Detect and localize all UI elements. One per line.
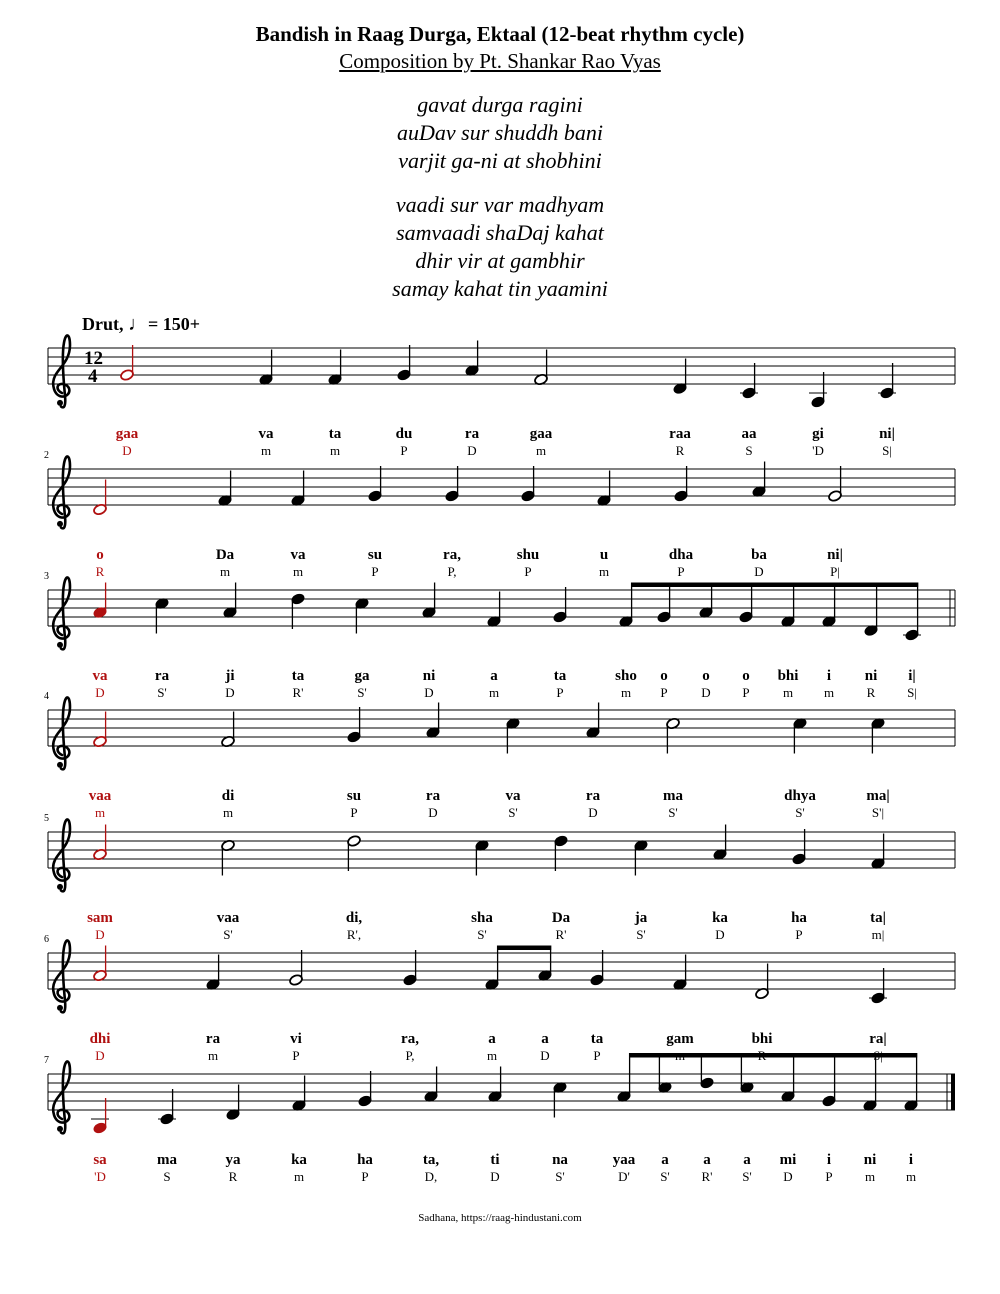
swara-label: D <box>783 1169 793 1184</box>
lyric-line: varjit ga-ni at shobhini <box>398 148 602 173</box>
lyric-syllable: ma <box>663 788 683 804</box>
swara-label: S| <box>907 685 917 700</box>
lyric-syllable: i| <box>908 668 916 684</box>
swara-label: D <box>225 685 235 700</box>
swara-label: R <box>228 1169 238 1184</box>
lyric-syllable: va <box>290 547 306 563</box>
lyric-syllable: vaa <box>88 788 112 804</box>
lyric-syllable: ra <box>154 668 170 684</box>
lyric-syllable: ni| <box>827 547 843 563</box>
swara-label: D <box>424 685 434 700</box>
swara-label: S <box>163 1169 171 1184</box>
lyric-syllable: su <box>367 547 383 563</box>
swara-label: D <box>428 805 438 820</box>
lyric-syllable: yaa <box>612 1152 636 1168</box>
lyric-syllable: ta <box>328 426 342 442</box>
lyric-syllable: shu <box>516 547 540 563</box>
swara-label: m <box>293 1169 305 1184</box>
swara-label: P <box>795 927 803 942</box>
swara-label: S <box>745 443 753 458</box>
footer-credit: Sadhana, https://raag-hindustani.com <box>418 1212 582 1224</box>
swara-label: m <box>207 1048 219 1063</box>
swara-label: D <box>122 443 132 458</box>
lyric-syllable: ka <box>712 910 728 926</box>
swara-label: m <box>488 685 500 700</box>
lyric-syllable: du <box>395 426 413 442</box>
lyric-syllable: vaa <box>216 910 240 926</box>
swara-label: 'D <box>94 1169 106 1184</box>
swara-label: D <box>467 443 477 458</box>
swara-label: S' <box>795 805 805 820</box>
swara-label: m <box>292 564 304 579</box>
lyric-syllable: u <box>599 547 609 563</box>
lyric-syllable: o <box>742 668 750 684</box>
lyric-line: gavat durga ragini <box>417 92 583 117</box>
lyric-syllable: ra, <box>401 1031 419 1047</box>
lyric-syllable: raa <box>669 426 691 442</box>
swara-label: P, <box>447 564 457 579</box>
swara-label: P <box>400 443 408 458</box>
lyric-syllable: o <box>702 668 710 684</box>
swara-label: S| <box>882 443 892 458</box>
swara-label: S' <box>555 1169 565 1184</box>
system-number: 3 <box>44 571 49 582</box>
swara-label: D <box>490 1169 500 1184</box>
swara-label: P, <box>405 1048 415 1063</box>
lyric-syllable: vi <box>290 1031 302 1047</box>
lyric-syllable: a <box>490 668 498 684</box>
lyric-syllable: ha <box>357 1152 373 1168</box>
swara-label: P <box>371 564 379 579</box>
swara-label: S' <box>660 1169 670 1184</box>
swara-label: P <box>742 685 750 700</box>
lyric-syllable: o <box>96 547 104 563</box>
system-number: 4 <box>44 691 49 702</box>
lyric-line: samay kahat tin yaamini <box>392 276 608 301</box>
time-signature-top: 12 <box>84 348 103 369</box>
lyric-syllable: a <box>661 1152 669 1168</box>
beam <box>497 946 551 951</box>
treble-clef-icon <box>53 697 70 769</box>
swara-label: S' <box>668 805 678 820</box>
lyric-syllable: gam <box>666 1031 694 1047</box>
composer-credit-text: Composition by Pt. Shankar Rao Vyas <box>339 49 661 73</box>
swara-label: R' <box>292 685 304 700</box>
system-number: 2 <box>44 450 49 461</box>
swara-label: P| <box>830 564 840 579</box>
lyric-syllable: di <box>221 788 235 804</box>
lyric-syllable: dha <box>668 547 694 563</box>
lyric-syllable: ta <box>553 668 567 684</box>
swara-label: R', <box>346 927 362 942</box>
lyric-syllable: sam <box>87 910 113 926</box>
lyric-syllable: ba <box>751 547 767 563</box>
swara-label: D <box>588 805 598 820</box>
swara-label: m <box>782 685 794 700</box>
lyric-syllable: a <box>703 1152 711 1168</box>
swara-label: D <box>701 685 711 700</box>
swara-label: P <box>292 1048 300 1063</box>
treble-clef-icon <box>57 1005 63 1011</box>
time-signature-bottom: 4 <box>88 366 98 387</box>
lyric-syllable: ma| <box>866 788 890 804</box>
swara-label: m <box>620 685 632 700</box>
swara-label: P <box>593 1048 601 1063</box>
lyric-syllable: a <box>541 1031 549 1047</box>
lyric-line: dhir vir at gambhir <box>415 248 585 273</box>
lyric-syllable: gaa <box>115 426 139 442</box>
swara-label: D <box>754 564 764 579</box>
treble-clef-icon <box>53 577 70 649</box>
treble-clef-icon <box>53 1061 70 1133</box>
swara-label: 'D <box>812 443 824 458</box>
lyric-syllable: ti <box>490 1152 500 1168</box>
lyric-syllable: sha <box>471 910 493 926</box>
lyric-syllable: ta, <box>422 1152 440 1168</box>
lyric-syllable: bhi <box>751 1031 773 1047</box>
swara-label: P <box>524 564 532 579</box>
swara-label: m <box>219 564 231 579</box>
lyric-syllable: ra <box>585 788 601 804</box>
treble-clef-icon <box>57 1126 63 1132</box>
lyric-syllable: Da <box>215 547 235 563</box>
lyric-syllable: ta <box>291 668 305 684</box>
lyric-syllable: a <box>743 1152 751 1168</box>
lyric-syllable: ga <box>354 668 370 684</box>
lyric-syllable: Da <box>551 910 571 926</box>
tempo-label: Drut, <box>82 314 124 334</box>
beam <box>629 1053 917 1058</box>
treble-clef-icon <box>57 521 63 527</box>
swara-label: m <box>222 805 234 820</box>
treble-clef-icon <box>57 762 63 768</box>
lyric-syllable: ra| <box>869 1031 887 1047</box>
lyric-syllable: dhi <box>89 1031 111 1047</box>
treble-clef-icon <box>53 819 70 891</box>
lyric-syllable: ta <box>590 1031 604 1047</box>
swara-label: D <box>715 927 725 942</box>
swara-label: S' <box>477 927 487 942</box>
swara-label: m <box>486 1048 498 1063</box>
lyric-syllable: i <box>826 1152 832 1168</box>
swara-label: P <box>350 805 358 820</box>
swara-label: m| <box>871 927 885 942</box>
swara-label: D, <box>424 1169 438 1184</box>
treble-clef-icon <box>57 400 63 406</box>
swara-label: S' <box>636 927 646 942</box>
lyric-syllable: mi <box>779 1152 797 1168</box>
lyric-syllable: ni <box>863 1152 877 1168</box>
swara-label: R <box>866 685 876 700</box>
quarter-note-icon: ♩ <box>128 313 148 335</box>
swara-label: m <box>864 1169 876 1184</box>
swara-label: D' <box>618 1169 630 1184</box>
lyric-syllable: ka <box>291 1152 307 1168</box>
lyric-syllable: va <box>258 426 274 442</box>
lyric-syllable: ra <box>425 788 441 804</box>
system-number: 6 <box>44 934 49 945</box>
lyric-syllable: dhya <box>784 788 816 804</box>
beam <box>631 583 918 588</box>
swara-label: P <box>825 1169 833 1184</box>
swara-label: S'| <box>871 805 885 820</box>
swara-label: P <box>361 1169 369 1184</box>
lyric-syllable: i <box>908 1152 914 1168</box>
lyric-syllable: aa <box>741 426 757 442</box>
lyric-line: vaadi sur var madhyam <box>395 192 605 217</box>
lyric-syllable: o <box>660 668 668 684</box>
lyric-syllable: bhi <box>777 668 799 684</box>
lyric-syllable: sa <box>93 1152 107 1168</box>
lyric-syllable: ni| <box>879 426 895 442</box>
page-title: Bandish in Raag Durga, Ektaal (12-beat rhythm cycle) <box>255 22 745 46</box>
swara-label: m <box>823 685 835 700</box>
treble-clef-icon <box>53 940 70 1012</box>
lyric-line: samvaadi shaDaj kahat <box>396 220 604 245</box>
swara-label: R' <box>555 927 567 942</box>
lyric-syllable: ji <box>225 668 235 684</box>
lyric-syllable: sho <box>615 668 637 684</box>
lyric-syllable: ra <box>464 426 480 442</box>
lyric-syllable: ha <box>791 910 807 926</box>
lyric-syllable: ma <box>157 1152 177 1168</box>
lyric-syllable: na <box>552 1152 568 1168</box>
treble-clef-icon <box>57 642 63 648</box>
system-number: 7 <box>44 1055 49 1066</box>
treble-clef-icon <box>53 456 70 528</box>
treble-clef-icon <box>57 884 63 890</box>
swara-label: S' <box>357 685 367 700</box>
swara-label: S' <box>157 685 167 700</box>
tempo-value: = 150+ <box>148 314 201 334</box>
lyric-line: auDav sur shuddh bani <box>397 120 603 145</box>
swara-label: m <box>905 1169 917 1184</box>
system-number: 5 <box>44 813 49 824</box>
lyric-syllable: gi <box>812 426 824 442</box>
lyric-syllable: i <box>826 668 832 684</box>
swara-label: R' <box>701 1169 713 1184</box>
swara-label: m <box>535 443 547 458</box>
swara-label: S' <box>223 927 233 942</box>
swara-label: m <box>260 443 272 458</box>
swara-label: S' <box>742 1169 752 1184</box>
lyric-syllable: a <box>488 1031 496 1047</box>
lyric-syllable: di, <box>345 910 363 926</box>
swara-label: R <box>675 443 685 458</box>
swara-label: S' <box>508 805 518 820</box>
lyric-syllable: ni <box>422 668 436 684</box>
lyric-syllable: ra, <box>443 547 461 563</box>
swara-label: m <box>598 564 610 579</box>
final-barline <box>951 1074 955 1110</box>
swara-label: P <box>556 685 564 700</box>
swara-label: R <box>95 564 105 579</box>
swara-label: m <box>94 805 106 820</box>
lyric-syllable: ja <box>634 910 648 926</box>
swara-label: P <box>677 564 685 579</box>
lyric-syllable: ya <box>225 1152 241 1168</box>
swara-label: D <box>95 685 105 700</box>
swara-label: D <box>95 927 105 942</box>
swara-label: D <box>540 1048 550 1063</box>
lyric-syllable: su <box>346 788 362 804</box>
lyric-syllable: gaa <box>529 426 553 442</box>
swara-label: P <box>660 685 668 700</box>
treble-clef-icon <box>53 335 70 407</box>
lyric-syllable: va <box>92 668 108 684</box>
lyric-syllable: va <box>505 788 521 804</box>
swara-label: m <box>329 443 341 458</box>
lyric-syllable: ra <box>205 1031 221 1047</box>
lyric-syllable: ni <box>864 668 878 684</box>
swara-label: D <box>95 1048 105 1063</box>
lyric-syllable: ta| <box>870 910 886 926</box>
